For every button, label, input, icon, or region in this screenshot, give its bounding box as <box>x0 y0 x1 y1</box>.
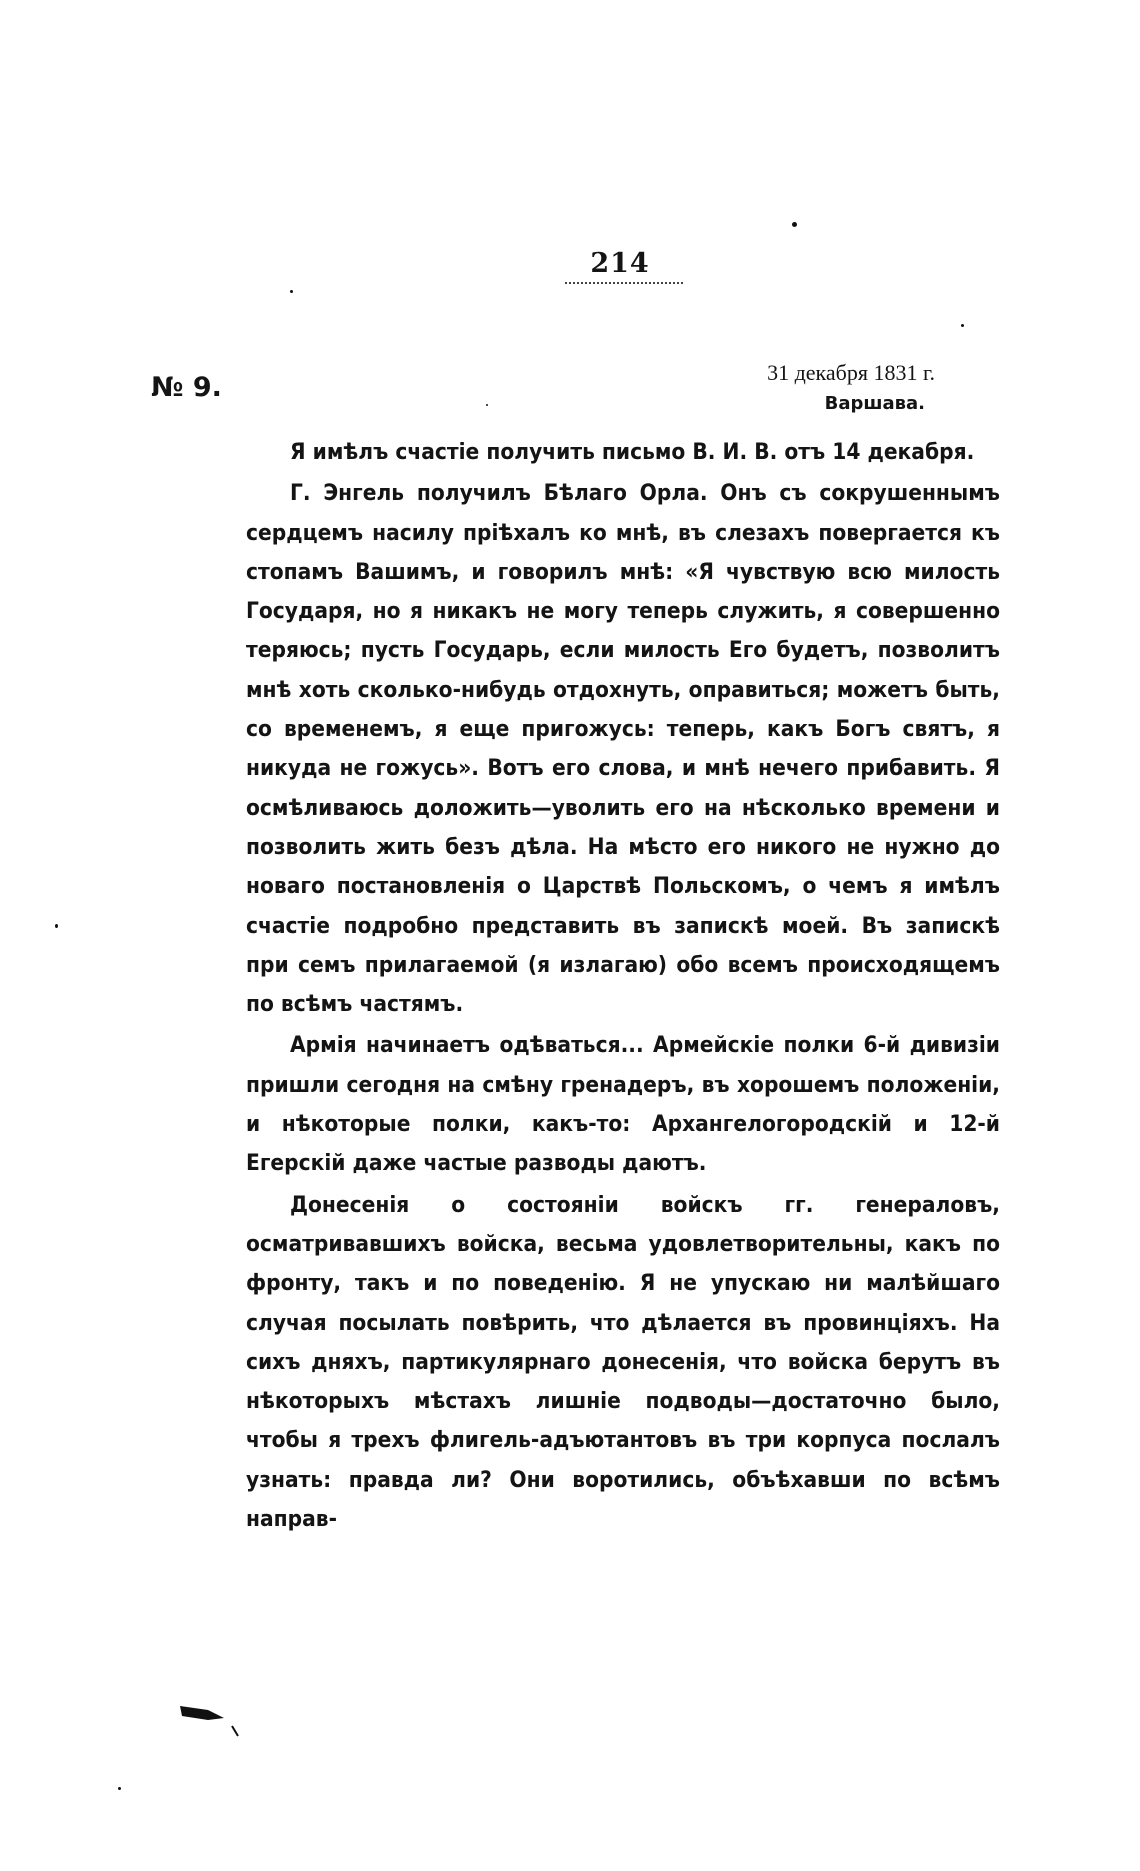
scan-mark-icon <box>178 1700 248 1740</box>
letter-place: Варшава. <box>824 393 925 415</box>
paragraph: Г. Энгель получилъ Бѣлаго Орла. Онъ съ сокрушеннымъ сердцемъ насилу пріѣхалъ ко мнѣ, въ слезахъ повергается къ стопамъ Вашимъ, и говорилъ мнѣ: «Я чувствую всю милость Государя, но я никакъ не могу теперь служить, я совершенно теряюсь; пусть Государь, если милость Его будетъ, позволитъ мнѣ хоть сколько-нибудь отдохнуть, оправиться; можетъ быть, со временемъ, я еще пригожусь: теперь, какъ Богъ святъ, я никуда не гожусь». Вотъ его слова, и мнѣ нечего прибавить. Я осмѣливаюсь доложить—уволить его на нѣсколько времени и позволить жить безъ дѣла. На мѣсто его никого не нужно до новаго постановленія о Царствѣ Польскомъ, о чемъ я имѣлъ счастіе подробно представить въ запискѣ моей. Въ запискѣ при семъ прилагаемой (я излагаю) обо всемъ происходящемъ по всѣмъ частямъ. <box>246 480 1000 1018</box>
page-number-rule <box>565 282 683 284</box>
dateline <box>767 356 935 418</box>
scan-speck <box>486 404 488 406</box>
scan-speck <box>290 290 293 293</box>
scan-speck <box>55 924 58 928</box>
scan-speck <box>118 1787 121 1790</box>
document-number: № 9. <box>151 372 222 403</box>
paragraph: Армія начинаетъ одѣваться... Армейскіе полки 6-й дивизіи пришли сегодня на смѣну гренадеръ, въ хорошемъ положеніи, и нѣкоторые полки, какъ-то: Архангелогородскій и 12-й Егерскій даже частые разводы даютъ. <box>246 1032 1000 1177</box>
page-number: 214 <box>590 248 650 279</box>
scan-speck <box>792 222 797 227</box>
letter-body <box>246 433 1000 1539</box>
letter-date: 31 декабря 1831 г. <box>767 360 935 385</box>
paragraph: Я имѣлъ счастіе получить письмо В. И. В. отъ 14 декабря. <box>290 439 975 465</box>
scan-speck <box>961 324 964 327</box>
paragraph: Донесенія о состояніи войскъ гг. генераловъ, осматривавшихъ войска, весьма удовлетворительны, какъ по фронту, такъ и по поведенію. Я не упускаю ни малѣйшаго случая посылать повѣрить, что дѣлается въ провинціяхъ. На сихъ дняхъ, партикулярнаго донесенія, что войска берутъ въ нѣкоторыхъ мѣстахъ лишніе подводы—достаточно было, чтобы я трехъ флигель-адъютантовъ въ три корпуса послалъ узнать: правда ли? Они воротились, объѣхавши по всѣмъ направ- <box>246 1191 1000 1533</box>
